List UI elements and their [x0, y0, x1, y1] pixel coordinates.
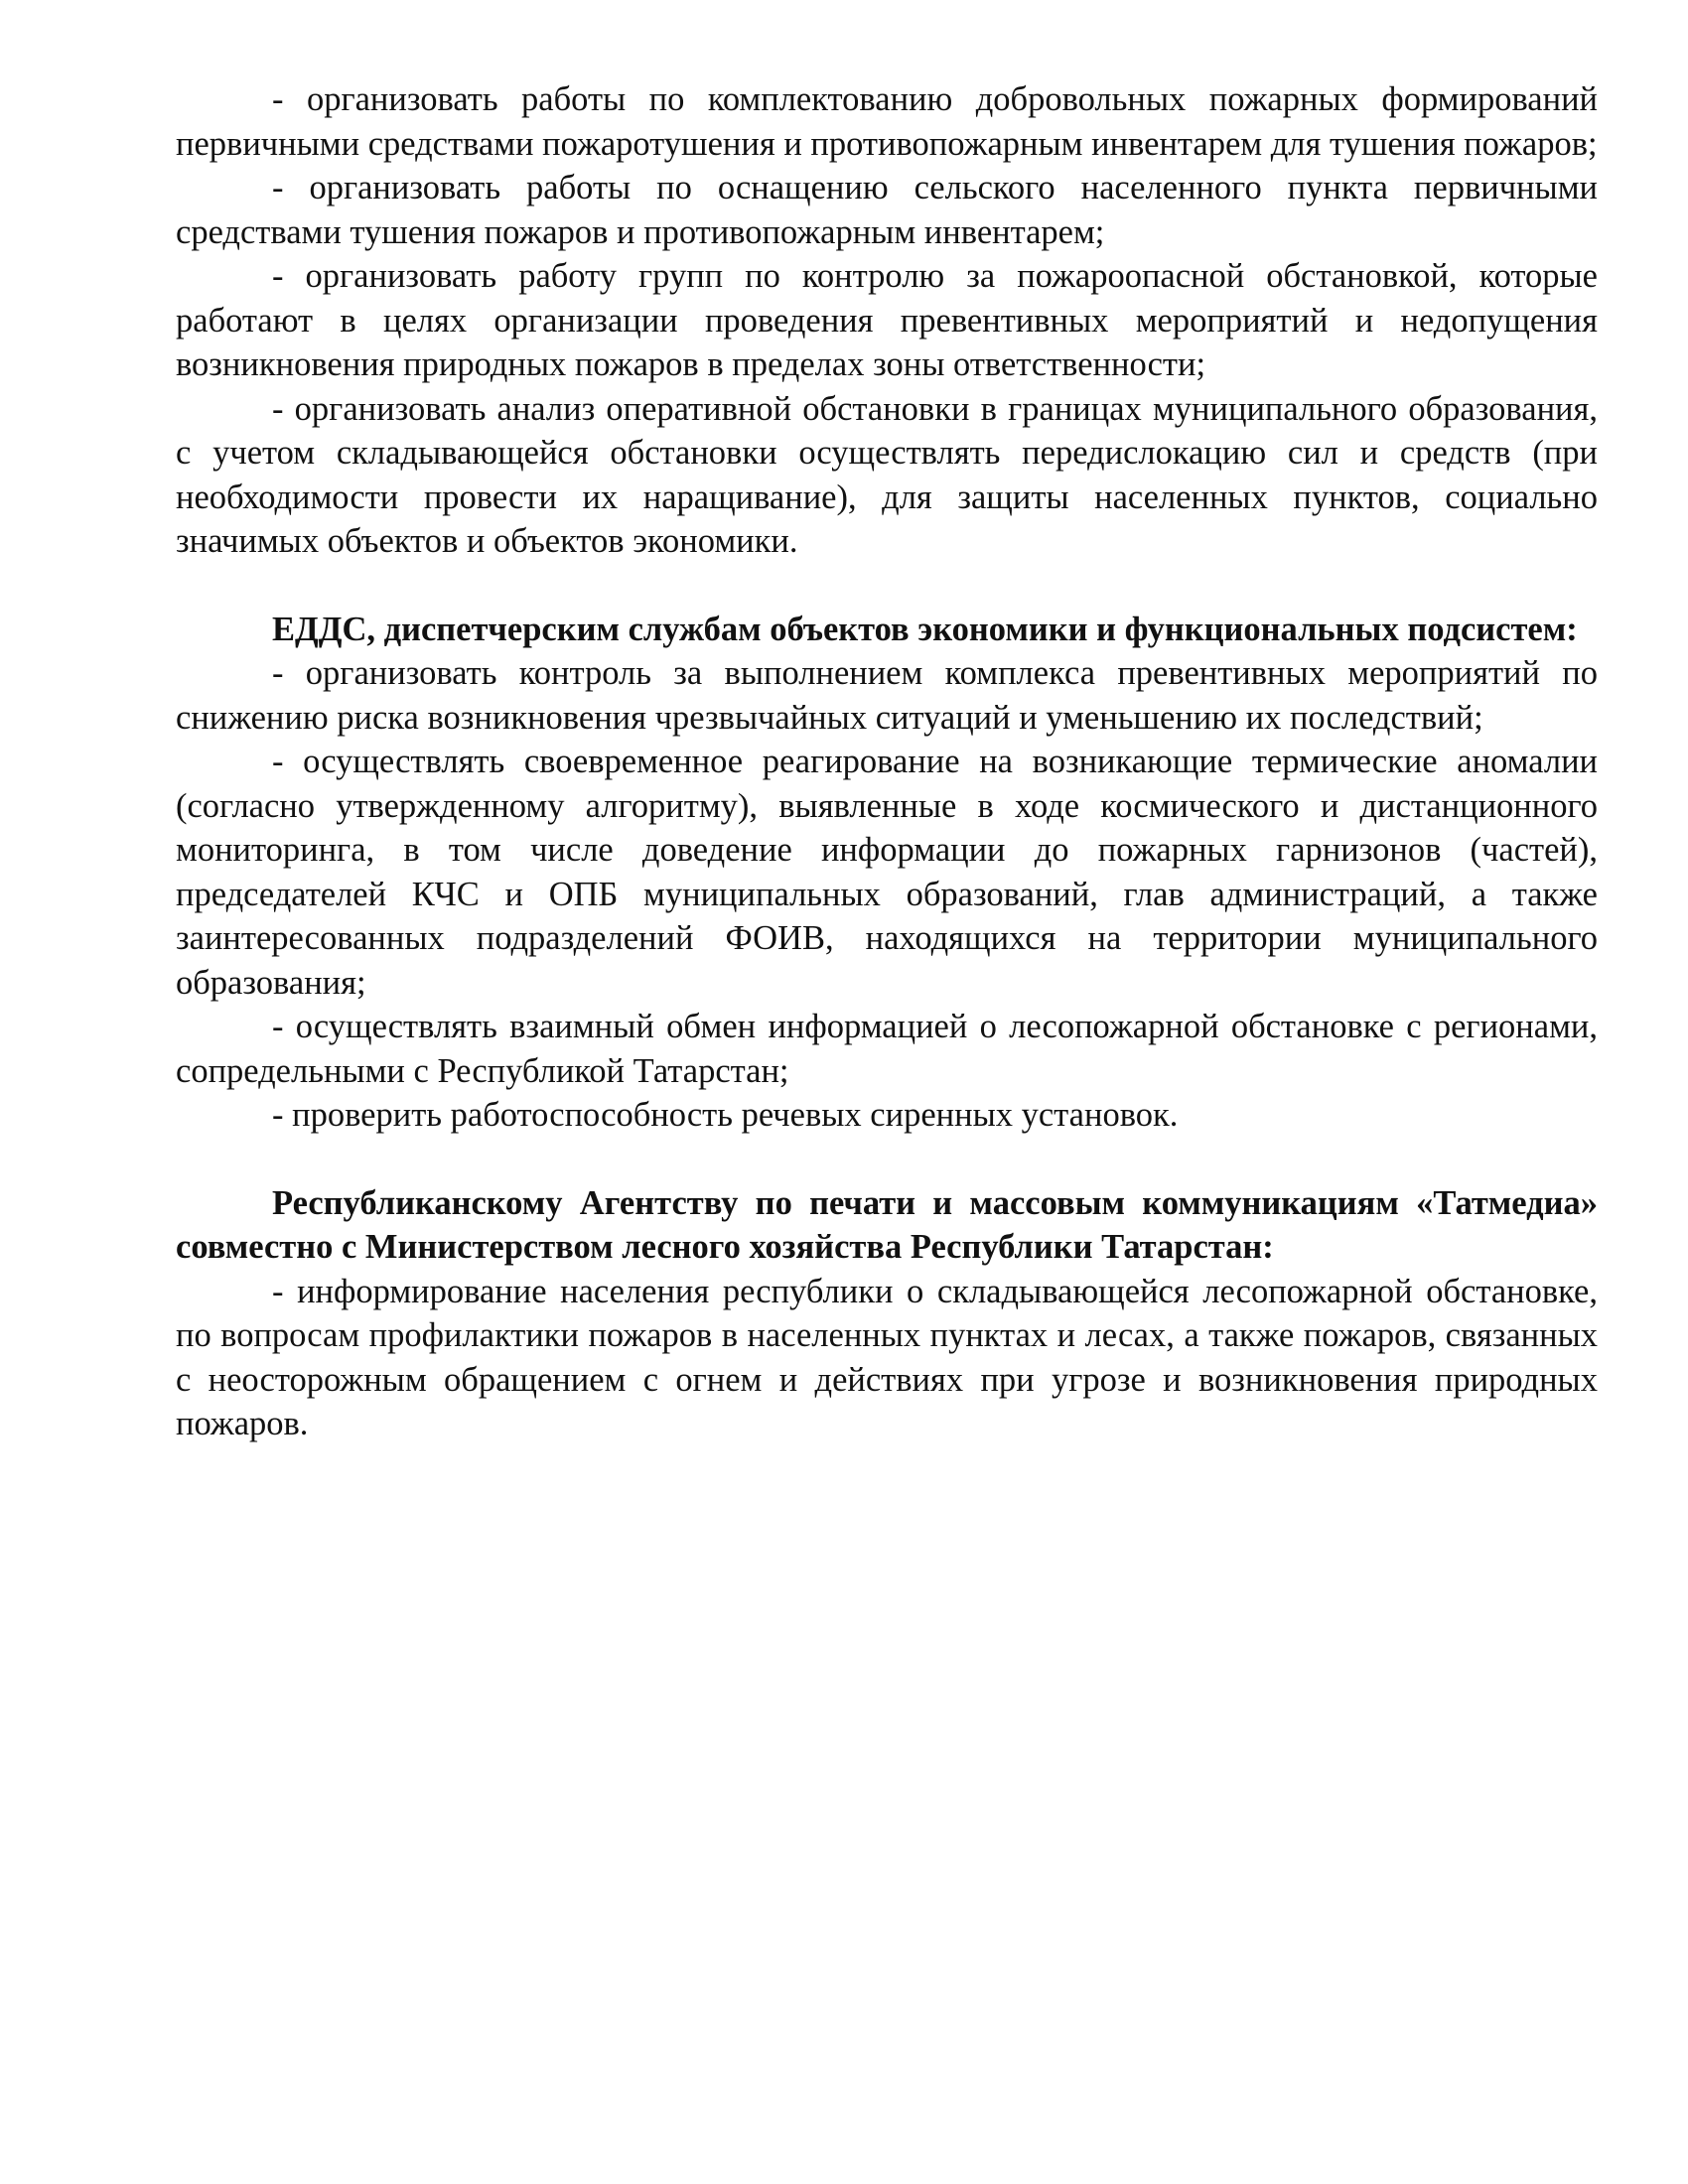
list-item: - организовать контроль за выполнением комплекса превентивных мероприятий по снижению риска возникновения чрезвычайных ситуаций и уменьшению их последствий; [176, 654, 1598, 737]
list-item: - организовать анализ оперативной обстановки в границах муниципального образования, с учетом складывающейся обстановки осуществлять передислокацию сил и средств (при необходимости провести их наращивание), для защиты населенных пунктов, социально значимых объектов и объектов экономики. [176, 389, 1598, 560]
list-item: - проверить работоспособность речевых сиренных установок. [272, 1096, 1179, 1134]
document-body [176, 77, 1598, 1446]
list-item: - организовать работу групп по контролю за пожароопасной обстановкой, которые работают в целях организации проведения превентивных мероприятий и недопущения возникновения природных пожаров в пределах зоны ответственности; [176, 257, 1598, 383]
list-item: - осуществлять взаимный обмен информацией о лесопожарной обстановке с регионами, сопредельными с Республикой Татарстан; [176, 1008, 1598, 1090]
list-item: - информирование населения республики о складывающейся лесопожарной обстановке, по вопросам профилактики пожаров в населенных пунктах и лесах, а также пожаров, связанных с неосторожным обращением с огнем и действиях при угрозе и возникновения природных пожаров. [176, 1272, 1598, 1442]
section-heading: ЕДДС, диспетчерским службам объектов экономики и функциональных подсистем: [272, 610, 1578, 648]
section-edds [176, 608, 1598, 1138]
list-item: - организовать работы по оснащению сельского населенного пункта первичными средствами тушения пожаров и противопожарным инвентарем; [176, 169, 1598, 251]
section-heading: Республиканскому Агентству по печати и массовым коммуникациям «Татмедиа» совместно с Министерством лесного хозяйства Республики Татарстан: [176, 1183, 1598, 1266]
section-volunteer-measures [176, 77, 1598, 564]
list-item: - организовать работы по комплектованию добровольных пожарных формирований первичными средствами пожаротушения и противопожарным инвентарем для тушения пожаров; [176, 80, 1598, 163]
list-item: - осуществлять своевременное реагирование на возникающие термические аномалии (согласно утвержденному алгоритму), выявленные в ходе космического и дистанционного мониторинга, в том числе доведение информации до пожарных гарнизонов (частей), председателей КЧС и ОПБ муниципальных образований, глав администраций, а также заинтересованных подразделений ФОИВ, находящихся на территории муниципального образования; [176, 743, 1598, 1002]
section-tatmedia [176, 1181, 1598, 1446]
